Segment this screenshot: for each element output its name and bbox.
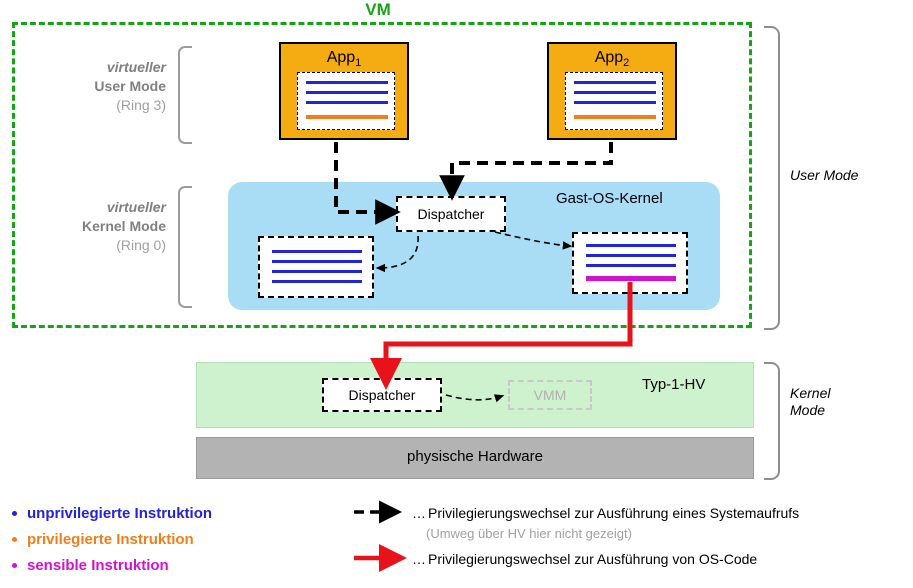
bullet-dot-icon [12, 511, 17, 516]
guest-os-kernel-label: Gast-OS-Kernel [556, 190, 663, 207]
app2-subscript: 2 [623, 57, 630, 70]
legend-ellipsis-2: … [412, 551, 426, 567]
app1-name: App [326, 49, 356, 66]
physical-hardware-box: physische Hardware [196, 437, 754, 479]
red-arrow-icon [352, 551, 412, 568]
legend-arrow-red-row [352, 546, 907, 572]
legend-dashed-note: (Umweg über HV hier nicht gezeigt) [426, 526, 632, 541]
hypervisor-label: Typ-1-HV [642, 376, 706, 393]
bullet-dot-icon [12, 537, 17, 542]
kernel-mode-label-line1: Kernel [790, 385, 831, 401]
virtual-kernel-mode-line2: Kernel Mode [81, 218, 166, 234]
legend-item-sensitive [8, 552, 338, 578]
virtual-kernel-mode-ring: (Ring 0) [116, 237, 166, 253]
bullet-dot-icon [12, 563, 17, 568]
virtual-kernel-mode-line1: virtueller [106, 199, 166, 215]
vm-label: VM [365, 0, 391, 19]
arrow-app2-to-dispatcher [452, 142, 611, 192]
arrow-dispatcher-to-kernel-code-left [378, 236, 418, 268]
arrow-hv-dispatcher-to-vmm [446, 395, 502, 400]
virtual-user-mode-ring: (Ring 3) [116, 97, 166, 113]
user-mode-label: User Mode [790, 167, 859, 183]
kernel-mode-label-line2: Mode [790, 402, 826, 418]
legend-sensitive-label: sensible Instruktion [27, 556, 169, 574]
legend [0, 500, 913, 588]
legend-red-description: Privilegierungswechsel zur Ausführung von OS-Code [428, 551, 758, 567]
virtual-user-mode-line1: virtueller [106, 59, 166, 75]
legend-arrow-dashed-row [352, 500, 907, 526]
app2-name: App [594, 49, 624, 66]
legend-item-privileged [8, 526, 338, 552]
vmm-box: VMM [508, 380, 592, 410]
arrow-app1-to-dispatcher [336, 142, 392, 212]
arrow-dispatcher-to-kernel-code-right [495, 232, 570, 246]
legend-instructions [8, 500, 338, 578]
hypervisor-dispatcher-box: Dispatcher [322, 378, 442, 412]
legend-privileged-label: privilegierte Instruktion [27, 530, 194, 548]
legend-item-unprivileged [8, 500, 338, 526]
legend-ellipsis-1: … [412, 505, 426, 521]
virtual-user-mode-line2: User Mode [94, 78, 166, 94]
guest-dispatcher-box: Dispatcher [396, 196, 506, 232]
dashed-arrow-icon [352, 505, 412, 522]
legend-unprivileged-label: unprivilegierte Instruktion [27, 504, 213, 522]
legend-dashed-description: Privilegierungswechsel zur Ausführung eines Systemaufrufs [428, 505, 800, 521]
arrow-kernel-to-hv-dispatcher [386, 282, 630, 374]
app1-subscript: 1 [355, 57, 362, 70]
legend-arrows [352, 500, 907, 572]
